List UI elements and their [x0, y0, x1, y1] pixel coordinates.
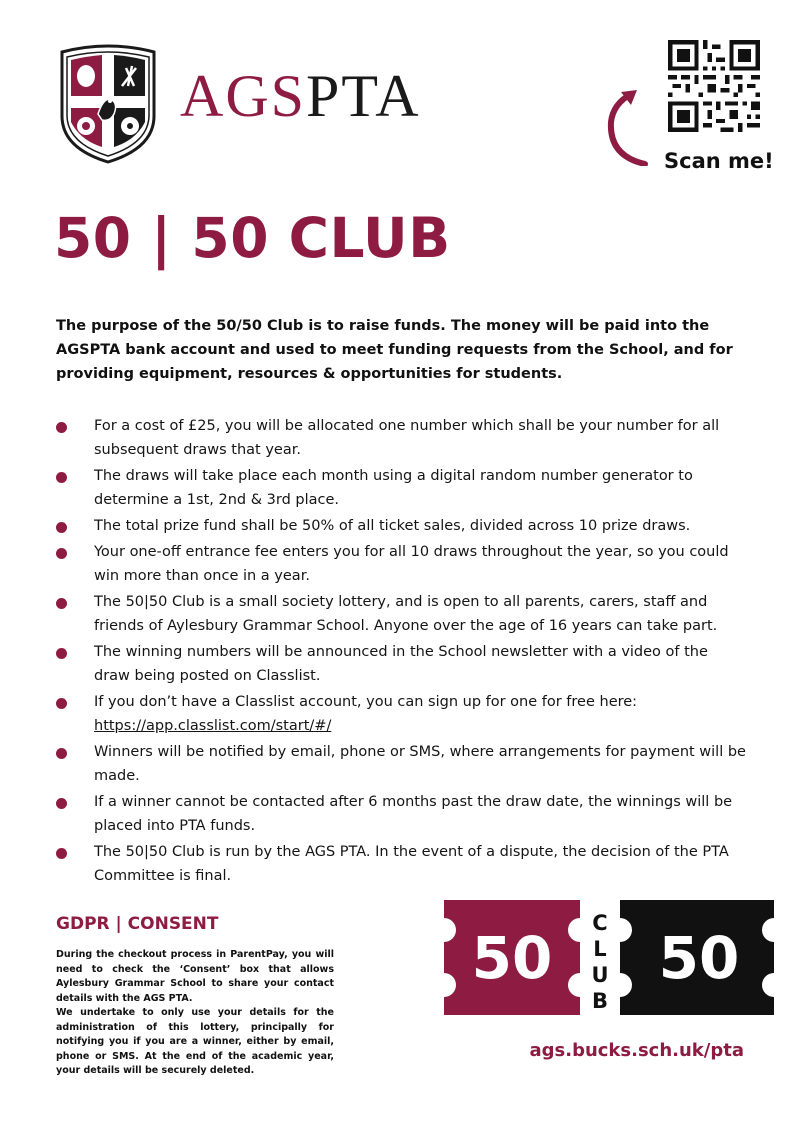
rule-text: The winning numbers will be announced in the School newsletter with a video of the draw being posted on Classlist.: [94, 644, 708, 684]
rule-text: The 50|50 Club is run by the AGS PTA. In the event of a dispute, the decision of the PTA Committee is final.: [94, 844, 729, 884]
rule-text: The 50|50 Club is a small society lottery, and is open to all parents, carers, staff and friends of Aylesbury Grammar School. Anyone over the age of 16 years can take part.: [94, 594, 718, 634]
logo-right-number: 50: [658, 924, 740, 992]
gdpr-paragraph: We undertake to only use your details for the administration of this lottery, principally for notifying you if you are a winner, either by email, phone or SMS. At the end of the academic year, your details will be securely deleted.: [56, 1007, 334, 1076]
bullet-icon: [56, 848, 67, 859]
bullet-icon: [56, 648, 67, 659]
logo-letter: U: [591, 963, 609, 987]
rules-list: [56, 414, 746, 890]
bullet-icon: [56, 698, 67, 709]
intro-paragraph: The purpose of the 50/50 Club is to raise funds. The money will be paid into the AGSPTA bank account and used to meet funding requests from the School, and for providing equipment, resources & opportunities for students.: [56, 318, 733, 382]
rule-item: [56, 640, 746, 688]
bullet-icon: [56, 472, 67, 483]
fifty-fifty-club-logo: [444, 900, 774, 1015]
rule-item: [56, 540, 746, 588]
rule-text: For a cost of £25, you will be allocated one number which shall be your number for all subsequent draws that year.: [94, 418, 720, 458]
rule-text: Your one-off entrance fee enters you for all 10 draws throughout the year, so you could win more than once in a year.: [94, 544, 729, 584]
logo-letter: L: [593, 937, 607, 961]
logo-left-number: 50: [471, 924, 553, 992]
rule-item: [56, 840, 746, 888]
gdpr-heading: GDPR | CONSENT: [56, 914, 219, 934]
curved-arrow-icon: [603, 86, 653, 166]
bullet-icon: [56, 748, 67, 759]
gdpr-text: [56, 948, 334, 1079]
brand-part2: PTA: [306, 63, 421, 129]
qr-code-icon[interactable]: [668, 40, 760, 132]
rule-text: The draws will take place each month using a digital random number generator to determine a 1st, 2nd & 3rd place.: [94, 468, 693, 508]
rule-text: If a winner cannot be contacted after 6 months past the draw date, the winnings will be placed into PTA funds.: [94, 794, 733, 834]
bullet-icon: [56, 522, 67, 533]
bullet-icon: [56, 422, 67, 433]
school-crest-icon: [52, 44, 164, 166]
scan-me-label: Scan me!: [664, 149, 774, 173]
logo-letter: C: [592, 911, 608, 935]
bullet-icon: [56, 548, 67, 559]
rule-item: [56, 590, 746, 638]
classlist-link[interactable]: https://app.classlist.com/start/#/: [94, 718, 332, 734]
rule-text: Winners will be notified by email, phone or SMS, where arrangements for payment will be made.: [94, 744, 746, 784]
logo-letter: B: [591, 989, 609, 1013]
page-title: 50 | 50 CLUB: [54, 206, 451, 270]
rule-text: The total prize fund shall be 50% of all ticket sales, divided across 10 prize draws.: [94, 518, 691, 534]
rule-item: [56, 740, 746, 788]
bullet-icon: [56, 598, 67, 609]
rule-text: If you don’t have a Classlist account, you can sign up for one for free here:: [94, 694, 638, 710]
website-link[interactable]: ags.bucks.sch.uk/pta: [529, 1040, 744, 1061]
rule-item: [56, 414, 746, 462]
rule-item: [56, 514, 746, 538]
rule-item: [56, 464, 746, 512]
bullet-icon: [56, 798, 67, 809]
rule-item: [56, 790, 746, 838]
brand-wordmark: [180, 63, 421, 129]
brand-part1: AGS: [180, 63, 307, 129]
gdpr-paragraph: During the checkout process in ParentPay, you will need to check the ‘Consent’ box that allows Aylesbury Grammar School to share your contact details with the AGS PTA.: [56, 949, 334, 1004]
rule-item: [56, 690, 746, 738]
